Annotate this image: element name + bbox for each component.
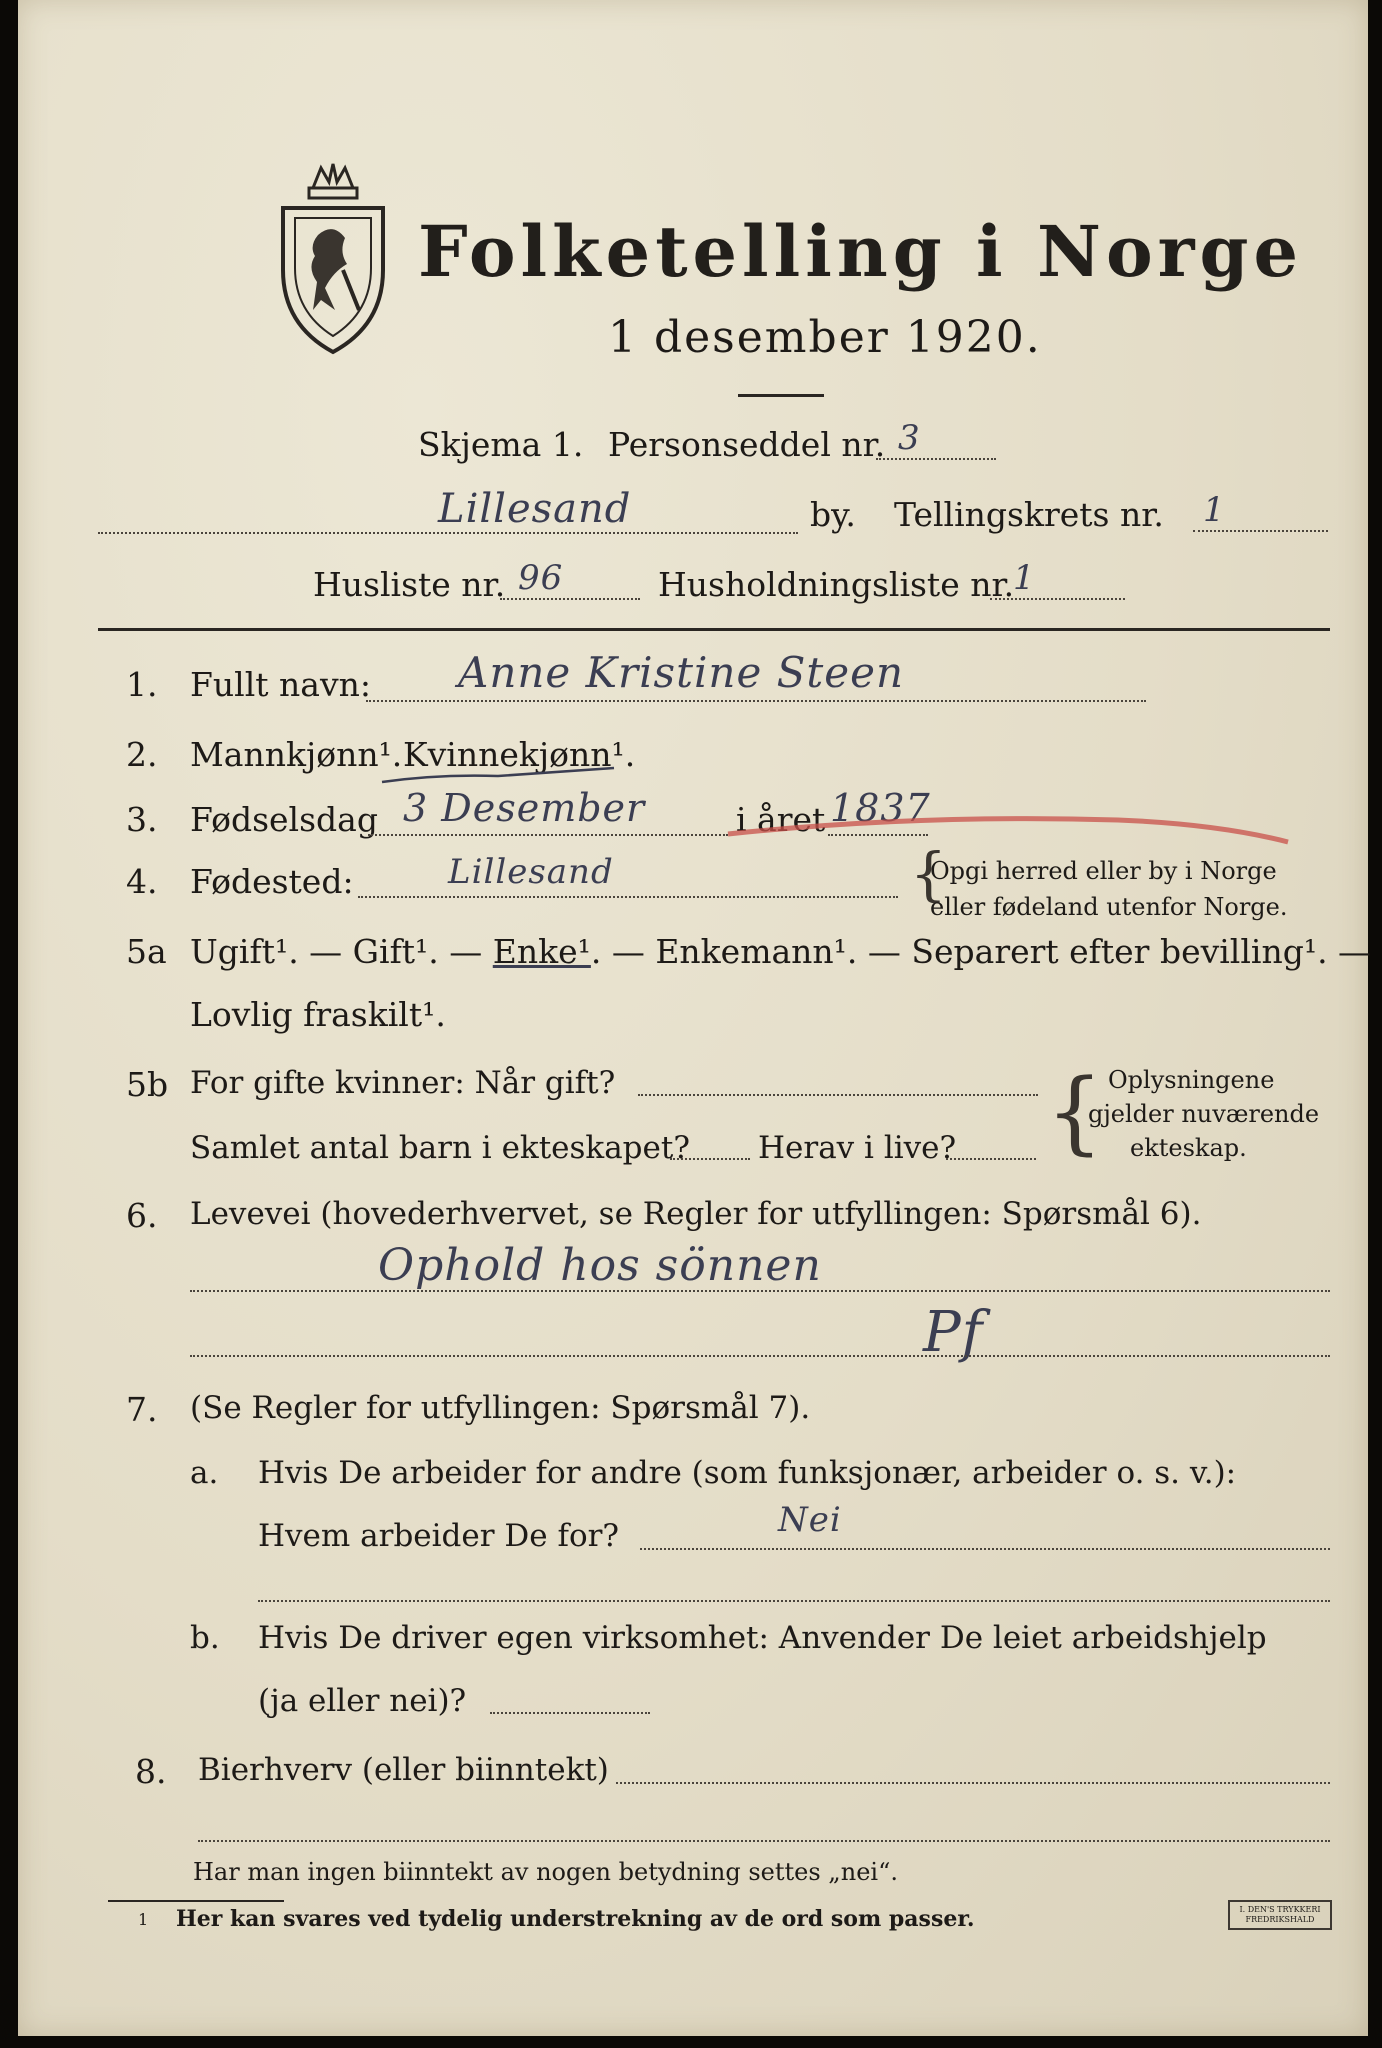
q8-line-2 (198, 1840, 1330, 1842)
q1-value: Anne Kristine Steen (458, 648, 905, 697)
q5a-enke: Enke¹ (492, 932, 591, 971)
q6-value: Ophold hos sönnen (378, 1240, 822, 1291)
q5a-number: 5a (126, 932, 167, 971)
q2-number: 2. (126, 735, 158, 774)
husliste-line (500, 598, 640, 600)
q6-mark: Pf (923, 1300, 984, 1365)
husholdningsliste-value: 1 (1013, 558, 1036, 598)
q5b-children-line (670, 1158, 750, 1160)
town-value: Lillesand (438, 486, 632, 532)
personseddel-label: Personseddel nr. (608, 425, 886, 464)
q5b-married-line (638, 1094, 1038, 1096)
q7-number: 7. (126, 1390, 158, 1429)
personseddel-line (876, 458, 996, 460)
q7a-letter: a. (190, 1455, 219, 1491)
tellingskrets-label: Tellingskrets nr. (894, 495, 1164, 534)
form-title: Folketelling i Norge (418, 210, 1304, 293)
q4-value: Lillesand (448, 852, 614, 892)
by-label: by. (810, 495, 856, 534)
q8-number: 8. (135, 1752, 167, 1791)
skjema-label: Skjema 1. (418, 425, 584, 464)
footnote-rule (108, 1900, 284, 1902)
q7a-value: Nei (778, 1500, 842, 1540)
q5b-brace: { (1046, 1060, 1104, 1165)
q4-label: Fødested: (190, 862, 354, 901)
q7a-line-1: Hvis De arbeider for andre (som funksjonær, arbeider o. s. v.): (258, 1455, 1237, 1491)
q8-line-1 (616, 1782, 1330, 1784)
q3-year-label: i året (736, 800, 826, 839)
q8-note: Har man ingen biinntekt av nogen betydning settes „nei“. (193, 1858, 898, 1886)
q2-female: Kvinnekjønn¹. (403, 735, 636, 774)
q6-line-1 (190, 1290, 1330, 1292)
q5a-options-a: Ugift¹. — Gift¹. — (190, 932, 493, 971)
tellingskrets-value: 1 (1203, 490, 1226, 530)
husliste-value: 96 (518, 558, 564, 598)
q5b-note-1: Oplysningene (1108, 1066, 1275, 1094)
husholdningsliste-line (990, 598, 1125, 600)
q7b-line-1: Hvis De driver egen virksomhet: Anvender De leiet arbeidshjelp (258, 1620, 1267, 1656)
q3-value: 3 Desember (403, 786, 646, 830)
stamp-line-1: I. DEN'S TRYKKERI (1239, 1905, 1321, 1914)
q4-number: 4. (126, 862, 158, 901)
q1-line (366, 700, 1146, 702)
q5a-line-2: Lovlig fraskilt¹. (190, 995, 446, 1034)
title-divider (738, 394, 824, 397)
tellingskrets-line (1193, 530, 1328, 532)
q7a-line-2: Hvem arbeider De for? (258, 1518, 620, 1554)
stamp-line-2: FREDRIKSHALD (1245, 1915, 1315, 1924)
q6-label: Levevei (hovederhvervet, se Regler for utfyllingen: Spørsmål 6). (190, 1196, 1202, 1232)
q5a-options-b: . — Enkemann¹. — Separert efter bevilling¹. — (590, 932, 1372, 971)
q5b-line-2b: Herav i live? (758, 1130, 957, 1166)
census-form (18, 0, 1372, 2036)
footnote-marker: 1 (138, 1910, 149, 1929)
q5b-alive-line (946, 1158, 1036, 1160)
q4-note-1: Opgi herred eller by i Norge (930, 857, 1277, 885)
footnote-text: Her kan svares ved tydelig understrekning av de ord som passer. (176, 1906, 975, 1932)
q5b-line-2a: Samlet antal barn i ekteskapet? (190, 1130, 690, 1166)
q3-number: 3. (126, 800, 158, 839)
q1-label: Fullt navn: (190, 665, 371, 704)
census-date: 1 desember 1920. (608, 312, 1042, 363)
q6-line-2 (190, 1355, 1330, 1357)
husholdningsliste-label: Husholdningsliste nr. (658, 565, 1015, 604)
q3-label: Fødselsdag (190, 800, 378, 839)
q4-line (358, 896, 898, 898)
q5a-line-1 (190, 932, 1371, 971)
q1-number: 1. (126, 665, 158, 704)
q7b-answer-line (490, 1712, 650, 1714)
norwegian-coat-of-arms-icon (273, 160, 393, 360)
q8-label: Bierhverv (eller biinntekt) (198, 1752, 609, 1788)
q4-brace: { (910, 840, 947, 908)
q5b-note-3: ekteskap. (1130, 1134, 1247, 1162)
q7a-employer-line (640, 1548, 1330, 1550)
q6-number: 6. (126, 1196, 158, 1235)
header-rule (98, 628, 1330, 631)
q7b-letter: b. (190, 1620, 220, 1656)
q7-label: (Se Regler for utfyllingen: Spørsmål 7). (190, 1390, 811, 1426)
personseddel-value: 3 (898, 418, 921, 458)
q3-line (368, 834, 728, 836)
husliste-label: Husliste nr. (313, 565, 506, 604)
q7a-extra-line (258, 1600, 1330, 1602)
q5b-line-1: For gifte kvinner: Når gift? (190, 1065, 616, 1101)
q5b-number: 5b (126, 1065, 169, 1104)
printer-stamp (1228, 1900, 1332, 1930)
q7b-line-2: (ja eller nei)? (258, 1683, 467, 1719)
town-line (98, 532, 798, 534)
q3-year-value: 1837 (830, 786, 931, 830)
q2-male: Mannkjønn¹. (190, 735, 403, 774)
q5b-note-2: gjelder nuværende (1088, 1100, 1320, 1128)
q4-note-2: eller fødeland utenfor Norge. (930, 893, 1288, 921)
red-pencil-stroke (718, 800, 1298, 860)
